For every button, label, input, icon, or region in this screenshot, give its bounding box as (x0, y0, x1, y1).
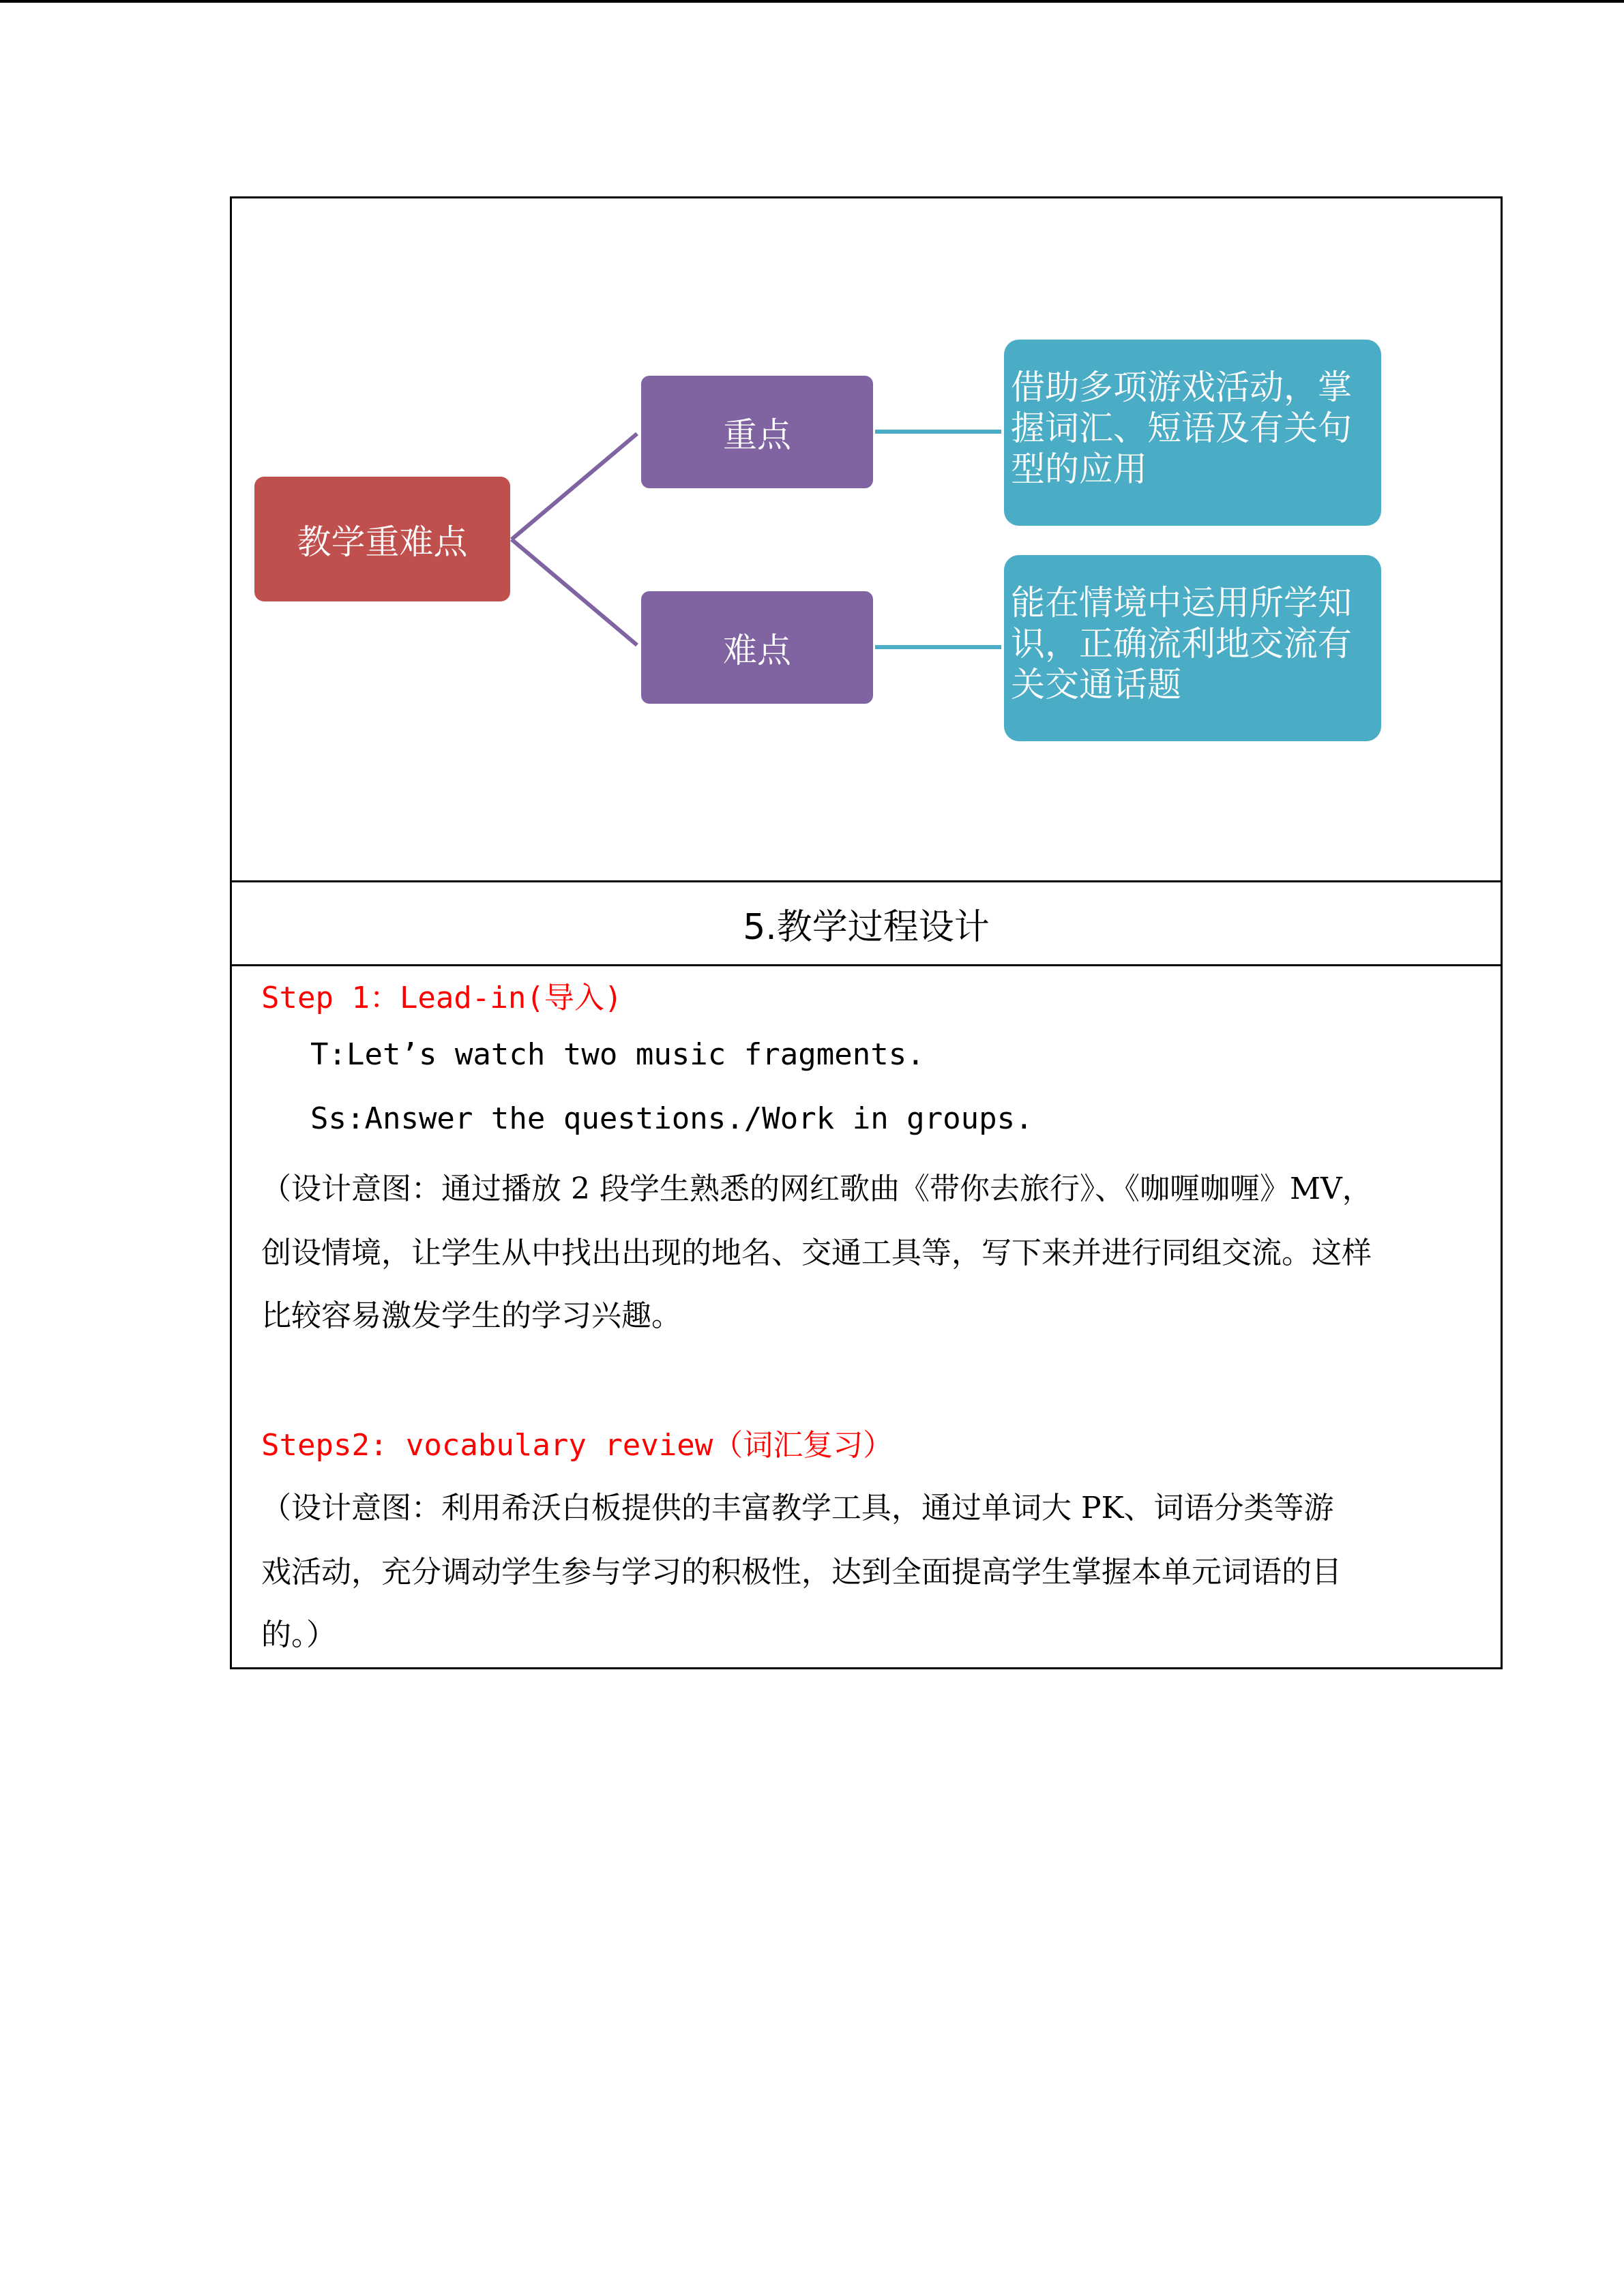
key-difficult-points-diagram (232, 198, 1501, 880)
key-points-node: 重点 (641, 376, 873, 488)
top-page-border (0, 0, 1624, 3)
difficult-points-detail (1004, 555, 1381, 741)
step-1-students-line: Ss:Answer the questions./Work in groups. (310, 1101, 1033, 1136)
key-points-detail (1004, 340, 1381, 526)
difficult-points-detail-line: 关交通话题 (1011, 665, 1181, 704)
step-1-intent-line: 创设情境，让学生从中找出出现的地名、交通工具等，写下来并进行同组交流。这样 (261, 1236, 1372, 1270)
step-1-teacher-line: T:Let’s watch two music fragments. (310, 1037, 925, 1072)
step-2-intent-line: 的。） (261, 1617, 336, 1652)
step-2-heading: Steps2: vocabulary review（词汇复习） (261, 1428, 894, 1463)
step-1-intent-line: 比较容易激发学生的学习兴趣。 (261, 1298, 681, 1333)
step-2-intent-line: （设计意图：利用希沃白板提供的丰富教学工具，通过单词大 PK、词语分类等游 (261, 1491, 1334, 1525)
difficult-points-detail-line: 能在情境中运用所学知 (1011, 583, 1352, 623)
key-points-detail-line: 借助多项游戏活动，掌 (1011, 368, 1352, 407)
key-points-detail-line: 握词汇、短语及有关句 (1011, 408, 1352, 448)
lesson-plan-table (230, 196, 1503, 1669)
connector-root-to-key (512, 434, 637, 539)
difficult-points-node: 难点 (641, 591, 873, 704)
difficult-points-detail-line: 识，正确流利地交流有 (1011, 624, 1352, 664)
step-1-heading: Step 1：Lead-in(导入) (261, 981, 623, 1015)
section-title: 5.教学过程设计 (232, 880, 1501, 966)
key-points-detail-line: 型的应用 (1011, 449, 1147, 489)
diagram-root-node: 教学重难点 (254, 477, 510, 601)
teaching-process-content (232, 966, 1501, 1667)
step-2-intent-line: 戏活动，充分调动学生参与学习的积极性，达到全面提高学生掌握本单元词语的目 (261, 1555, 1342, 1590)
connector-root-to-difficult (512, 539, 637, 645)
step-1-intent-line: （设计意图：通过播放 2 段学生熟悉的网红歌曲《带你去旅行》、《咖喱咖喱》MV， (261, 1172, 1372, 1206)
